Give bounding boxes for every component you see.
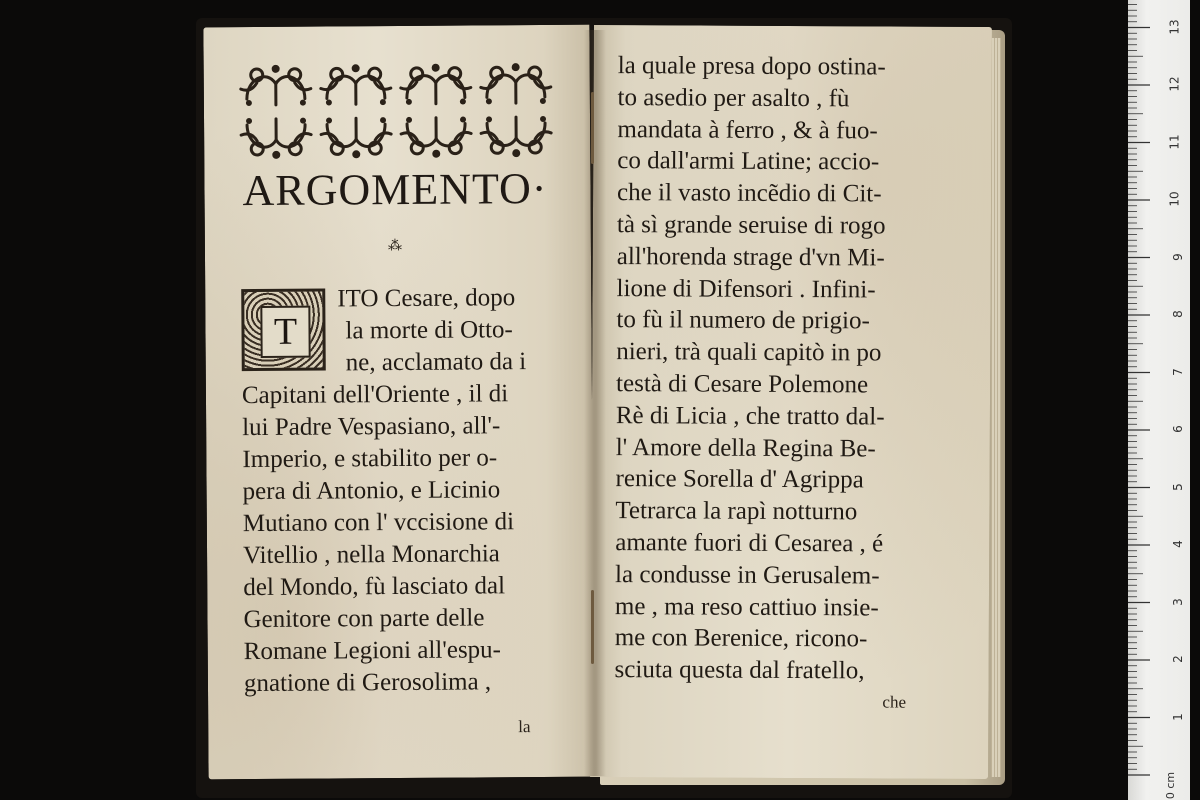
text-line: Romane Legioni all'espu- — [243, 636, 502, 666]
text-line: testà di Cesare Polemone — [616, 370, 869, 399]
text-line: gnatione di Gerosolima , — [243, 668, 492, 698]
text-line: to fù il numero de prigio- — [616, 306, 870, 335]
text-line: to asedio per asalto , fù — [617, 83, 850, 113]
asterism: ⁂ — [387, 237, 402, 255]
text-line: la morte di Otto- — [345, 316, 513, 345]
text-line: la condusse in Gerusalem- — [615, 560, 880, 590]
text-line: lui Padre Vespasiano, all'- — [242, 412, 501, 442]
right-catchword: che — [882, 692, 907, 712]
text-line: co dall'armi Latine; accio- — [617, 147, 880, 176]
ruler-number: 6 — [1171, 425, 1186, 433]
ruler-unit-label: 0 cm — [1163, 771, 1177, 800]
ruler-number: 2 — [1171, 655, 1186, 663]
text-line: Vitellio , nella Monarchia — [242, 540, 500, 570]
ruler-number: 5 — [1171, 482, 1186, 491]
fleuron-ornament — [396, 111, 476, 166]
ruler-number: 10 — [1167, 191, 1182, 207]
text-line: me , ma reso cattiuo insie- — [614, 592, 879, 622]
right-page — [590, 25, 992, 779]
text-line: ne, acclamato da i — [345, 348, 527, 377]
text-line: ITO Cesare, dopo — [337, 284, 516, 313]
fleuron-ornament — [236, 57, 316, 112]
ruler-number: 8 — [1171, 310, 1186, 318]
text-line: la quale presa dopo ostina- — [617, 52, 886, 81]
text-line: pera di Antonio, e Licinio — [242, 476, 501, 506]
text-line: l' Amore della Regina Be- — [615, 433, 876, 463]
ruler-number: 3 — [1171, 597, 1186, 606]
ruler-number: 12 — [1167, 76, 1182, 92]
ruler-number: 11 — [1167, 133, 1182, 150]
text-line: renice Sorella d' Agrippa — [615, 465, 864, 494]
text-line: Genitore con parte delle — [243, 604, 485, 634]
text-line: amante fuori di Cesarea , é — [615, 529, 884, 558]
initial-letter: T — [260, 306, 310, 358]
text-line: Mutiano con l' vccisione di — [242, 508, 515, 538]
text-line: Capitani dell'Oriente , il di — [241, 380, 509, 410]
fleuron-ornament — [476, 111, 556, 166]
ruler-number: 7 — [1171, 367, 1186, 376]
ruler-number: 4 — [1171, 540, 1186, 548]
left-page — [203, 25, 594, 780]
text-line: Tetrarca la rapì notturno — [615, 497, 858, 526]
ruler-ticks — [1128, 0, 1190, 800]
text-line: Rè di Licia , che tratto dal- — [615, 401, 885, 431]
text-line: lione di Difensori . Infini- — [616, 274, 876, 304]
text-line: mandata à ferro , & à fuo- — [617, 115, 878, 145]
fleuron-ornament — [316, 56, 396, 111]
text-line: che il vasto incẽdio di Cit- — [617, 179, 882, 208]
ornament-band — [236, 55, 557, 167]
text-line: del Mondo, fù lasciato dal — [243, 572, 506, 602]
text-line: Imperio, e stabilito per o- — [242, 444, 498, 474]
book-gutter — [584, 30, 606, 776]
fleuron-ornament — [396, 55, 476, 110]
binding-stitch — [591, 92, 594, 164]
fleuron-ornament — [316, 112, 396, 167]
text-line: sciuta questa dal fratello, — [614, 656, 865, 685]
fleuron-ornament — [236, 113, 316, 168]
page-title: ARGOMENTO· — [242, 163, 548, 216]
ruler-number: 1 — [1171, 712, 1186, 721]
text-line: tà sì grande seruise di rogo — [616, 211, 886, 240]
decorated-initial — [241, 289, 326, 372]
measuring-ruler — [1128, 0, 1190, 800]
left-catchword: la — [518, 717, 531, 737]
ruler-number: 13 — [1167, 18, 1182, 35]
binding-stitch — [591, 590, 594, 664]
text-line: nieri, trà quali capitò in po — [616, 338, 882, 367]
ruler-number: 9 — [1171, 252, 1186, 261]
fleuron-ornament — [476, 55, 556, 110]
text-line: me con Berenice, ricono- — [614, 624, 868, 653]
text-line: all'horenda strage d'vn Mi- — [616, 242, 885, 272]
